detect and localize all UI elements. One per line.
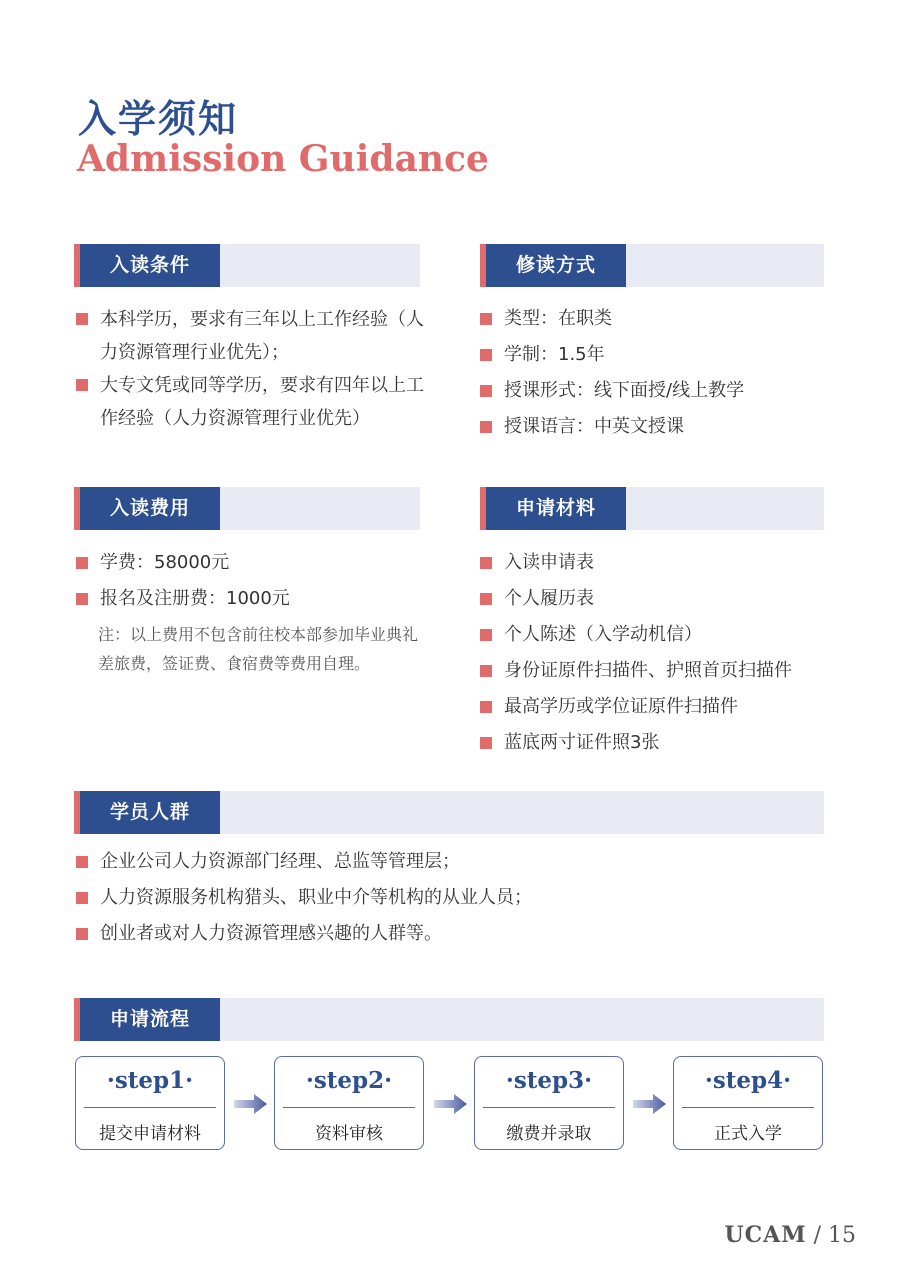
square-bullet-icon xyxy=(480,313,492,325)
materials-list xyxy=(480,545,840,761)
section-header-audience xyxy=(74,791,824,834)
section-label: 申请材料 xyxy=(486,487,626,530)
square-bullet-icon xyxy=(76,379,88,391)
square-bullet-icon xyxy=(76,856,88,868)
list-item: 蓝底两寸证件照3张 xyxy=(480,725,840,761)
step-title: ·step1· xyxy=(106,1067,194,1094)
fees-list xyxy=(76,545,424,617)
list-item: 入读申请表 xyxy=(480,545,840,581)
section-label: 入读条件 xyxy=(80,244,220,287)
list-item: 身份证原件扫描件、护照首页扫描件 xyxy=(480,653,840,689)
page-title: 入学须知 xyxy=(78,97,239,141)
step-card-1 xyxy=(75,1056,225,1150)
audience-list xyxy=(76,844,816,952)
section-header-study-mode xyxy=(480,244,824,287)
list-item: 大专文凭或同等学历，要求有四年以上工作经验（人力资源管理行业优先） xyxy=(76,369,424,435)
square-bullet-icon xyxy=(480,593,492,605)
step-text: 提交申请材料 xyxy=(99,1124,201,1144)
square-bullet-icon xyxy=(480,737,492,749)
list-item: 创业者或对人力资源管理感兴趣的人群等。 xyxy=(76,916,816,952)
divider xyxy=(84,1107,216,1108)
square-bullet-icon xyxy=(480,421,492,433)
square-bullet-icon xyxy=(76,313,88,325)
section-label: 入读费用 xyxy=(80,487,220,530)
arrow-right-icon xyxy=(434,1093,468,1115)
list-item: 本科学历，要求有三年以上工作经验（人力资源管理行业优先）； xyxy=(76,303,424,369)
step-title: ·step3· xyxy=(505,1067,593,1094)
square-bullet-icon xyxy=(480,349,492,361)
square-bullet-icon xyxy=(480,557,492,569)
step-title: ·step4· xyxy=(704,1067,792,1094)
divider xyxy=(682,1107,814,1108)
list-item: 类型：在职类 xyxy=(480,301,824,337)
list-item: 最高学历或学位证原件扫描件 xyxy=(480,689,840,725)
section-label: 修读方式 xyxy=(486,244,626,287)
list-item: 企业公司人力资源部门经理、总监等管理层； xyxy=(76,844,816,880)
section-header-conditions xyxy=(74,244,420,287)
list-item: 个人履历表 xyxy=(480,581,840,617)
study-mode-list xyxy=(480,301,824,445)
square-bullet-icon xyxy=(76,593,88,605)
step-text: 资料审核 xyxy=(315,1124,383,1144)
list-item: 个人陈述（入学动机信） xyxy=(480,617,840,653)
step-card-3 xyxy=(474,1056,624,1150)
fees-note: 注：以上费用不包含前往校本部参加毕业典礼差旅费，签证费、食宿费等费用自理。 xyxy=(98,625,419,673)
square-bullet-icon xyxy=(480,629,492,641)
page-number: / 15 xyxy=(806,1223,856,1248)
list-item: 报名及注册费：1000元 xyxy=(76,581,424,617)
step-card-4 xyxy=(673,1056,823,1150)
arrow-right-icon xyxy=(633,1093,667,1115)
list-item: 学费：58000元 xyxy=(76,545,424,581)
list-item: 授课语言：中英文授课 xyxy=(480,409,824,445)
section-label: 学员人群 xyxy=(80,791,220,834)
page-subtitle: Admission Guidance xyxy=(77,138,489,180)
divider xyxy=(283,1107,415,1108)
square-bullet-icon xyxy=(480,665,492,677)
square-bullet-icon xyxy=(76,892,88,904)
footer-brand: UCAM xyxy=(724,1222,807,1248)
conditions-list xyxy=(76,303,424,435)
list-item: 授课形式：线下面授/线上教学 xyxy=(480,373,824,409)
square-bullet-icon xyxy=(76,557,88,569)
list-item: 学制：1.5年 xyxy=(480,337,824,373)
divider xyxy=(483,1107,615,1108)
step-text: 正式入学 xyxy=(714,1124,782,1144)
list-item: 人力资源服务机构猎头、职业中介等机构的从业人员； xyxy=(76,880,816,916)
arrow-right-icon xyxy=(234,1093,268,1115)
section-header-materials xyxy=(480,487,824,530)
square-bullet-icon xyxy=(76,928,88,940)
square-bullet-icon xyxy=(480,701,492,713)
section-header-fees xyxy=(74,487,420,530)
section-label: 申请流程 xyxy=(80,998,220,1041)
step-card-2 xyxy=(274,1056,424,1150)
step-title: ·step2· xyxy=(305,1067,393,1094)
section-header-process xyxy=(74,998,824,1041)
page-footer xyxy=(724,1222,856,1248)
square-bullet-icon xyxy=(480,385,492,397)
step-text: 缴费并录取 xyxy=(506,1124,592,1144)
